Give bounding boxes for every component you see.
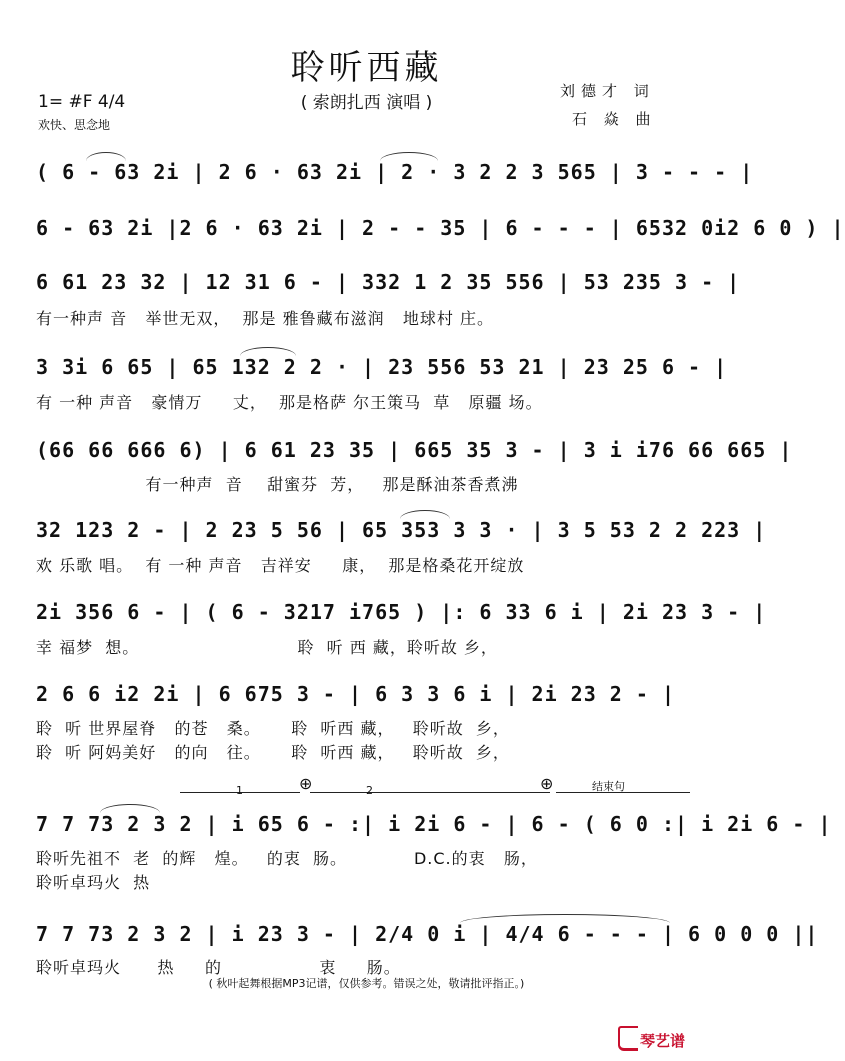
volta-label-1: 1 xyxy=(236,784,243,797)
score-notes-line-2: 6 - 63 2i |2 6 · 63 2i | 2 - - 35 | 6 - - - | 6532 0i2 6 0 ) | xyxy=(36,216,845,240)
lyrics-line-8-verse-2: 聆 听 阿妈美好 的向 往。 聆 听西 藏， 聆听故 乡， xyxy=(36,743,510,762)
score-notes-line-8: 2 6 6 i2 2i | 6 675 3 - | 6 3 3 6 i | 2i 23 2 - | xyxy=(36,682,676,706)
lyrics-line-4: 有 一种 声音 豪情万 丈， 那是格萨 尔王策马 草 原疆 场。 xyxy=(36,393,543,412)
score-notes-line-5: (66 66 666 6) | 6 61 23 35 | 665 35 3 - | 3 i i76 66 665 | xyxy=(36,438,793,462)
slur-mark xyxy=(100,804,160,813)
score-notes-line-10: 7 7 73 2 3 2 | i 23 3 - | 2/4 0 i | 4/4 6 - - - | 6 0 0 0 || xyxy=(36,922,819,946)
lyrics-line-9-verse-2: 聆听卓玛火 热 xyxy=(36,873,151,892)
score-notes-line-4: 3 3i 6 65 | 65 132 2 2 · | 23 556 53 21 | 23 25 6 - | xyxy=(36,355,728,379)
key-signature: 1= #F 4/4 xyxy=(38,92,126,112)
lyricist-credit: 刘德才 词 xyxy=(560,82,655,100)
lyrics-line-8: 聆 听 世界屋脊 的苍 桑。 聆 听西 藏， 聆听故 乡， xyxy=(36,719,510,738)
lyrics-line-5: 有一种声 音 甜蜜芬 芳， 那是酥油茶香煮沸 xyxy=(36,475,519,494)
slur-mark xyxy=(380,152,438,161)
composer-credit: 石 焱 曲 xyxy=(572,110,657,128)
watermark-logo: 琴艺谱 xyxy=(640,1032,686,1050)
qinyipu-logo-icon xyxy=(618,1026,638,1051)
score-notes-line-6: 32 123 2 - | 2 23 5 56 | 65 353 3 3 · | 3 5 53 2 2 223 | xyxy=(36,518,767,542)
lyrics-line-7: 幸 福梦 想。 聆 听 西 藏，聆听故 乡， xyxy=(36,638,498,657)
song-title: 聆听西藏 xyxy=(290,48,443,88)
performer-subtitle: ( 索朗扎西 演唱 ) xyxy=(300,93,433,113)
coda-sign-icon: ⊕ xyxy=(299,774,313,793)
slur-mark xyxy=(240,347,296,356)
coda-sign-icon: ⊕ xyxy=(540,774,554,793)
slur-mark xyxy=(400,510,450,519)
transcription-footnote: ( 秋叶起舞根据MP3记谱，仅供参考。错误之处，敬请批评指正。) xyxy=(208,977,525,990)
lyrics-line-6: 欢 乐歌 唱。 有 一种 声音 吉祥安 康， 那是格桑花开绽放 xyxy=(36,556,525,575)
tempo-marking: 欢快、思念地 xyxy=(38,118,111,132)
score-notes-line-7: 2i 356 6 - | ( 6 - 3217 i765 ) |: 6 33 6 i | 2i 23 3 - | xyxy=(36,600,767,624)
volta-bracket-2 xyxy=(310,792,550,793)
ending-label: 结束句 xyxy=(592,780,625,793)
score-notes-line-1: ( 6 - 63 2i | 2 6 · 63 2i | 2 · 3 2 2 3 565 | 3 - - - | xyxy=(36,160,754,184)
score-notes-line-3: 6 61 23 32 | 12 31 6 - | 332 1 2 35 556 | 53 235 3 - | xyxy=(36,270,741,294)
volta-label-2: 2 xyxy=(366,784,373,797)
lyrics-line-10: 聆听卓玛火 热 的 衷 肠。 xyxy=(36,958,401,977)
score-notes-line-9: 7 7 73 2 3 2 | i 65 6 - :| i 2i 6 - | 6 - ( 6 0 :| i 2i 6 - | xyxy=(36,812,832,836)
lyrics-line-3: 有一种声 音 举世无双， 那是 雅鲁藏布滋润 地球村 庄。 xyxy=(36,309,494,328)
slur-mark xyxy=(460,914,670,923)
slur-mark xyxy=(86,152,126,161)
lyrics-line-9: 聆听先祖不 老 的辉 煌。 的衷 肠。 D.C.的衷 肠， xyxy=(36,849,538,868)
